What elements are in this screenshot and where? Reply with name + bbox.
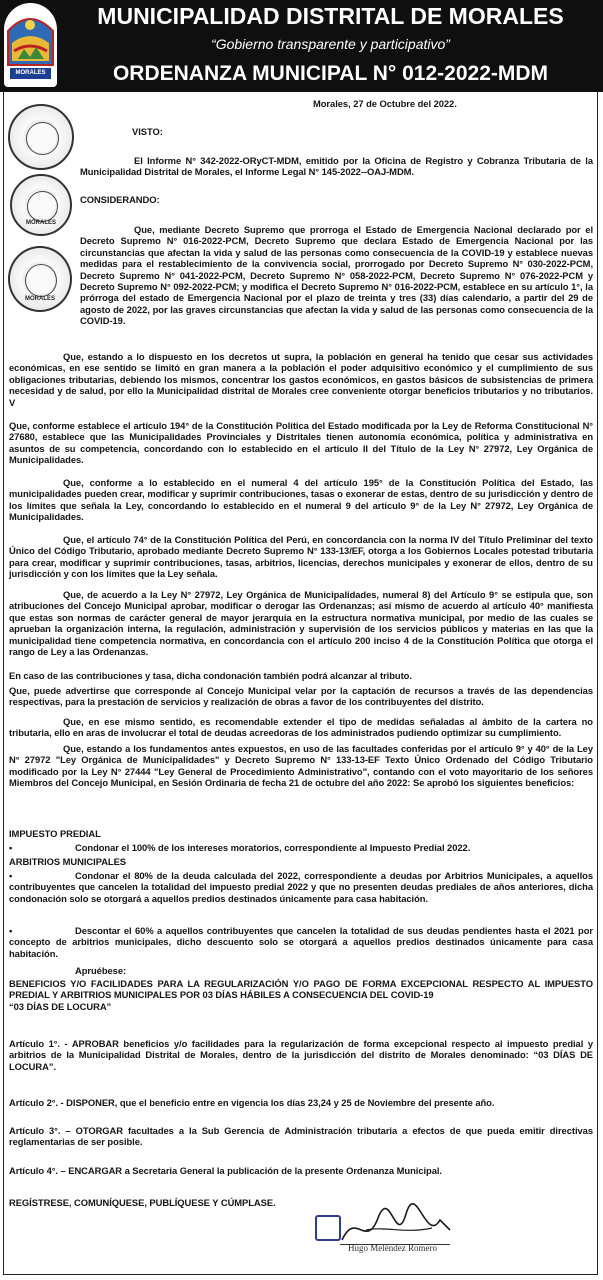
municipality-slogan: “Gobierno transparente y participativo” — [211, 36, 450, 52]
signatory-name: Hugo Meléndez Romero — [348, 1243, 437, 1253]
letterhead-header — [0, 0, 603, 92]
closing-formula: REGÍSTRESE, COMUNÍQUESE, PUBLÍQUESE Y CÚMPLASE. — [9, 1197, 276, 1208]
bullet-marker: • — [9, 870, 13, 881]
seal-inner-ring — [26, 122, 59, 155]
considerando-paragraph-9: Que, en ese mismo sentido, es recomendable extender el tipo de medidas señaladas al ámbito de la cartera no tributaria, ello en aras de involucrar el total de deudas acreedoras de los administrados pudiendo optimizar su cumplimiento. — [9, 716, 593, 739]
benefits-subtitle: “03 DÍAS DE LOCURA” — [9, 1001, 112, 1012]
considerando-paragraph-4: Que, conforme a lo establecido en el numeral 4 del artículo 195° de la Constitución Política del Estado, las municipalidades pueden crear, modificar y suprimir contribuciones, tasas o exonerar de estas, dentro de su jurisdicción y dentro de los límites que señala la Ley, concordando lo establecido en el numeral 9 del artículo 9° de la Ley N° 27972, Ley Orgánica de Municipalidades. — [9, 477, 593, 523]
article-3: Artículo 3°. – OTORGAR facultades a la Sub Gerencia de Administración tributaria a efectos de que pueda emitir directivas reglamentarias de ser posible. — [9, 1125, 593, 1148]
bullet-marker: • — [9, 842, 13, 853]
seal-label: MORALES — [26, 220, 56, 226]
bullet-marker: • — [9, 925, 13, 936]
arbitrios-benefit-1: Condonar el 80% de la deuda calculada del 2022, correspondiente a deudas por Arbitrios Municipales, a aquellos contribuyentes que cancelen la totalidad del impuesto predial 2022 y que no presenten deudas prediales de años anteriores, dicha condonación solo se otorgará a aquellos predios destinados únicamente para casa habitación. — [9, 870, 593, 904]
municipal-seal-stamp-2 — [10, 174, 72, 236]
benefits-title: BENEFICIOS Y/O FACILIDADES PARA LA REGULARIZACIÓN Y/O PAGO DE FORMA EXCEPCIONAL RESPECTO AL IMPUESTO PREDIAL Y ARBITRIOS MUNICIPALES POR 03 DÍAS HÁBILES A CONSECUENCIA DEL COVID-19 — [9, 978, 593, 1001]
impuesto-predial-benefit: Condonar el 100% de los intereses moratorios, correspondiente al Impuesto Predial 2022. — [75, 842, 471, 853]
ordinance-number-title: ORDENANZA MUNICIPAL N° 012-2022-MDM — [112, 62, 549, 85]
article-4: Artículo 4°. – ENCARGAR a Secretaria General la publicación de la presente Ordenanza Municipal. — [9, 1165, 442, 1176]
considerando-paragraph-1: Que, mediante Decreto Supremo que prorroga el Estado de Emergencia Nacional declarado por el Decreto Supremo N° 016-2022-PCM, Decreto Supremo que declara Estado de Emergencia Nacional por las circunstancias que afectan la vida y salud de las personas como consecuencia de la COVID-19 y establece nuevas medidas para el restablecimiento de la convivencia social, prorrogado por Decreto Supremo N° 030-2022-PCM, Decreto Supremo N° 041-2022-PCM, Decreto Supremo N° 058-2022-PCM, Decreto Supremo N° 076-2022-PCM y Decreto Supremo N° 092-2022-PCM; y modifica el Decreto Supremo N° 016-2022-PCM, establece en su artículo 1°, la prórroga del estado de Emergencia Nacional por el plazo de treinta y tres (33) días calendario, a partir del 29 de agosto de 2022, por las graves circunstancias que afectan la vida y salud de las personas como consecuencia de la COVID-19. — [80, 224, 593, 327]
municipality-title: MUNICIPALIDAD DISTRITAL DE MORALES — [97, 3, 564, 29]
article-1: Artículo 1°. - APROBAR beneficios y/o facilidades para la regularización de forma excepcional respecto al impuesto predial y arbitrios de la Municipalidad Distrital de Morales, dentro de la jurisdicción del distrito de Morales denominado: “03 DÍAS DE LOCURA”. — [9, 1038, 593, 1072]
considerando-heading: CONSIDERANDO: — [80, 194, 160, 205]
arbitrios-heading: ARBITRIOS MUNICIPALES — [9, 856, 127, 867]
crest-ribbon-label: MORALES — [10, 68, 51, 79]
seal-inner-ring — [25, 264, 57, 297]
seal-inner-ring — [27, 191, 58, 222]
arbitrios-benefit-2: Descontar el 60% a aquellos contribuyentes que cancelen la totalidad de sus deudas pendientes hasta el 2021 por concepto de arbitrios municipales, dicho descuento solo se otorgará a aquellos predios destinados únicamente para casa habitación. — [9, 925, 593, 959]
considerando-paragraph-10: Que, estando a los fundamentos antes expuestos, en uso de las facultades conferidas por el artículo 9° y 40° de la Ley N° 27972 "Ley Orgánica de Municipalidades" y Decreto Supremo N° 133-13-EF Texto Único Ordenado del Código Tributario modificado por la Ley N° 27444 "Ley General de Procedimiento Administrativo", contando con el voto mayoritario de los señores Miembros del Concejo Municipal, en Sesión Ordinaria de fecha 21 de octubre del año 2022: Se aprobó los siguientes beneficios: — [9, 743, 593, 789]
article-2: Artículo 2°. - DISPONER, que el beneficio entre en vigencia los días 23,24 y 25 de Noviembre del presente año. — [9, 1097, 495, 1108]
municipal-crest-logo — [4, 3, 57, 87]
seal-label: MORALES — [25, 296, 55, 302]
considerando-paragraph-7: En caso de las contribuciones y tasa, dicha condonación también podrá alcanzar al tributo. — [9, 670, 412, 681]
apruebese-label: Apruébese: — [75, 965, 127, 976]
visto-heading: VISTO: — [132, 126, 163, 137]
considerando-paragraph-3: Que, conforme establece el artículo 194° de la Constitución Política del Estado modificada por la Ley de Reforma Constitucional N° 27680, establece que las Municipalidades Provinciales y Distritales tienen autonomía económica, política y administrativa en asuntos de su competencia, concordando con lo establecido en el artículo II del Título de la Ley N° 27972, Ley Orgánica de Municipalidades. — [9, 420, 593, 466]
document-date: Morales, 27 de Octubre del 2022. — [313, 98, 457, 109]
impuesto-predial-heading: IMPUESTO PREDIAL — [9, 828, 101, 839]
considerando-paragraph-5: Que, el artículo 74° de la Constitución Política del Perú, en concordancia con la norma IV del Título Preliminar del texto Único del Código Tributario, aprobado mediante Decreto Supremo N° 133-13/EF, otorga a los Gobiernos Locales potestad tributaria para crear, modificar y suprimir contribuciones, tasas, arbitrios, licencias, derechos municipales y exonerar de ellos, dentro de su jurisdicción y con los límites que la Ley señala. — [9, 534, 593, 580]
visto-paragraph: El Informe N° 342-2022-ORyCT-MDM, emitido por la Oficina de Registro y Cobranza Tributaria de la Municipalidad Distrital de Morales, el Informe Legal N° 145-2022--OAJ-MDM. — [80, 155, 593, 178]
municipal-seal-stamp-3 — [8, 246, 72, 312]
considerando-paragraph-6: Que, de acuerdo a la Ley N° 27972, Ley Orgánica de Municipalidades, numeral 8) del Artículo 9° se estipula que, son atribuciones del Concejo Municipal aprobar, modificar o derogar las Ordenanzas; así mismo de acuerdo al artículo 40° manifiesta que estas son normas de carácter general de mayor jerarquía en la estructura normativa municipal, por medio de las cuales se aprueban la organización interna, la regulación, administración y supervisión de los servicios públicos y materias en las que la municipalidad tiene competencia normativa, en concordancia con el artículo 200 inciso 4 de la Constitución Política que otorga el rango de Ley a las Ordenanzas. — [9, 589, 593, 658]
municipal-seal-stamp-1 — [8, 104, 74, 170]
considerando-paragraph-8: Que, puede advertirse que corresponde al Concejo Municipal velar por la captación de recursos a través de las dependencias respectivas, para la prestación de servicios y realización de obras a favor de los contribuyentes del distrito. — [9, 685, 593, 708]
considerando-paragraph-2: Que, estando a lo dispuesto en los decretos ut supra, la población en general ha tenido que cesar sus actividades económicas, en ese sentido se limitó en gran manera a la población el poder adquisitivo económico y el cumplimiento de sus obligaciones tributarias, debiendo los mismos, concentrar los gastos económicos, en gastos básicos de subsistencias de primera necesidad y de salud, por ello la Municipalidad distrital de Morales cree conveniente otorgar beneficios tributarios y no tributarios. V — [9, 351, 593, 408]
